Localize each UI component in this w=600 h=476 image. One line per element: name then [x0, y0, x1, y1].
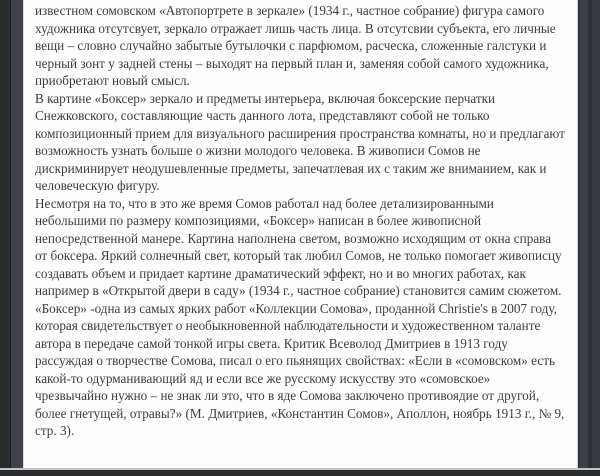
- paragraph-autoportret: известном сомовском «Автопортрете в зеркале» (1934 г., частное собрание) фигура самого художника отсутсвует, зеркало отражает лишь часть лица. В отсутсвии субъекта, его личные вещи – словно случайно забытые бутылочки с парфюмом, расческа, сложенные галстуки и черный зонт у задней стены – выходят на первый план и, заменяя собой самого художника, приобретают новый смысл.: [35, 3, 556, 88]
- paragraph-kartina-bokser: В картине «Боксер» зеркало и предметы интерьера, включая боксерские перчатки Снежковского, составляющие часть данного лота, представляют собой не только композиционный прием для визуального расширения пространства комнаты, но и предлагают возможность узнать больше о жизни молодого человека. В живописи Сомов не дискриминирует неодушевленные предметы, запечатлевая их с таким же вниманием, как и человеческую фигуру.: [35, 90, 565, 193]
- right-edge-panel: [578, 0, 600, 470]
- bottom-bar: [0, 470, 600, 476]
- left-edge-panel: [0, 0, 10, 470]
- paragraph-bokser-christies: «Боксер» -одна из самых ярких работ «Коллекции Сомова», проданной Christie's в 2007 году, которая свидетельствует о необыкновенной наблюдательности и художественном таланте автора в передаче самой тонкой игры света. Критик Всеволод Дмитриев в 1913 году рассуждая о творчестве Сомова, писал о его пьянящих свойствах: «Если в «сомовском» есть какой-то одурманивающий яд и если все же русскому искусству это «сомовское» чрезвычайно нужно – не знак ли это, что в яде Сомова заключено противоядие от другой, более гнетущей, отравы?» (М. Дмитриев, «Константин Сомов», Аполлон, ноябрь 1913 г., № 9, стр. 3).: [35, 300, 565, 438]
- document-page: [23, 0, 578, 470]
- left-inner-panel: [10, 0, 23, 470]
- paragraph-nesmotrya: Несмотря на то, что в это же время Сомов работал над более детализированными небольшими по размеру композициями, «Боксер» написан в более живописной непосредственной манере. Картина наполнена светом, возможно исходящим от окна справа от боксера. Яркий солнечный свет, который так любил Сомов, не только помогает живописцу создавать объем и придает картине драматический эффект, но и во многих работах, как например в «Открытой двери в саду» (1934 г., частное собрание) становится самим сюжетом.: [35, 195, 562, 298]
